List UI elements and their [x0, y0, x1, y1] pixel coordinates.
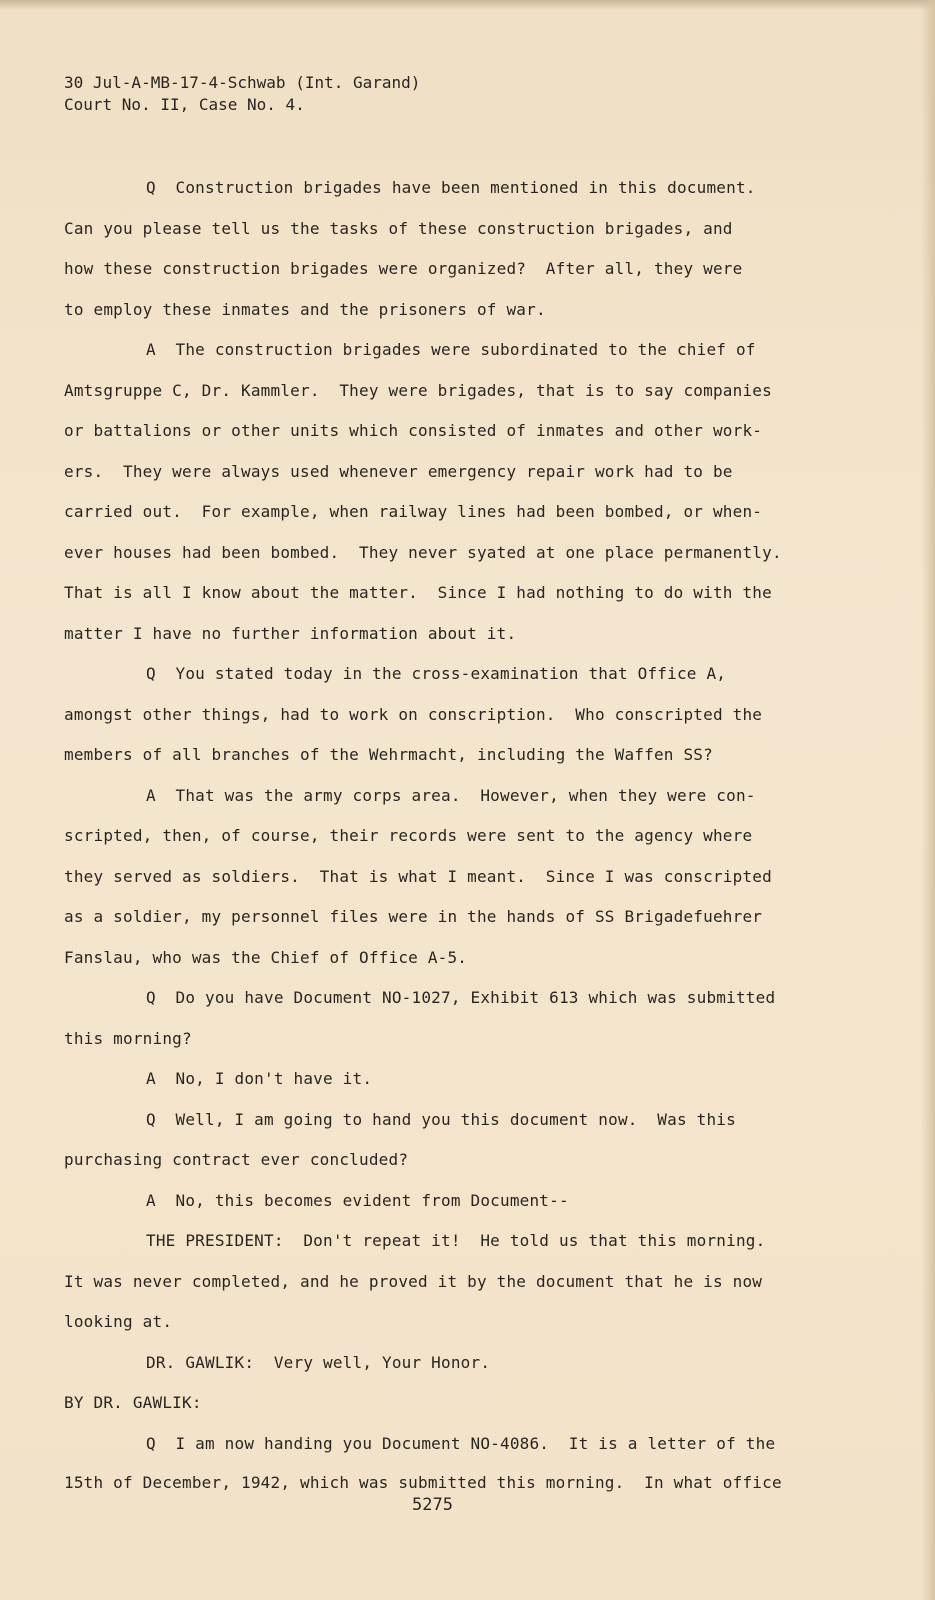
transcript-line: A No, I don't have it. [146, 1069, 373, 1088]
transcript-line: ever houses had been bombed. They never syated at one place permanently. [64, 542, 782, 562]
transcript-line: A The construction brigades were subordinated to the chief of [146, 340, 756, 359]
transcript-line: Q I am now handing you Document NO-4086. It is a letter of the [146, 1433, 776, 1453]
transcript-line: or battalions or other units which consisted of inmates and other work- [64, 421, 763, 440]
transcript-line: matter I have no further information about it. [64, 623, 517, 643]
page-number: 5275 [412, 1495, 453, 1515]
transcript-line: purchasing contract ever concluded? [64, 1150, 409, 1169]
transcript-line: Q Construction brigades have been mentioned in this document. [146, 178, 756, 197]
transcript-line: ers. They were always used whenever emergency repair work had to be [64, 461, 733, 481]
transcript-line: Can you please tell us the tasks of these construction brigades, and [64, 218, 733, 238]
transcript-line: to employ these inmates and the prisoners of war. [64, 299, 546, 319]
transcript-line: DR. GAWLIK: Very well, Your Honor. [146, 1352, 491, 1372]
transcript-line: amongst other things, had to work on conscription. Who conscripted the [64, 704, 763, 724]
transcript-line: 15th of December, 1942, which was submitted this morning. In what office [64, 1473, 782, 1492]
page-edge-right [921, 0, 935, 1600]
transcript-line: Fanslau, who was the Chief of Office A-5. [64, 947, 468, 967]
transcript-line: Amtsgruppe C, Dr. Kammler. They were brigades, that is to say companies [64, 380, 772, 400]
transcript-line: they served as soldiers. That is what I meant. Since I was conscripted [64, 866, 772, 886]
transcript-line: A That was the army corps area. However, when they were con- [146, 785, 756, 805]
transcript-body [64, 168, 824, 1502]
document-header [64, 72, 420, 116]
transcript-line: this morning? [64, 1028, 192, 1048]
transcript-line: how these construction brigades were organized? After all, they were [64, 259, 743, 278]
transcript-line: looking at. [64, 1312, 173, 1331]
transcript-line: BY DR. GAWLIK: [64, 1393, 202, 1412]
transcript-line: as a soldier, my personnel files were in the hands of SS Brigadefuehrer [64, 907, 763, 926]
transcript-line: THE PRESIDENT: Don't repeat it! He told us that this morning. [146, 1231, 766, 1250]
transcript-line: members of all branches of the Wehrmacht, including the Waffen SS? [64, 745, 713, 764]
transcript-line: Q Do you have Document NO-1027, Exhibit 613 which was submitted [146, 988, 776, 1007]
transcript-line: Q You stated today in the cross-examination that Office A, [146, 664, 727, 683]
transcript-line: Q Well, I am going to hand you this document now. Was this [146, 1109, 736, 1129]
transcript-line: scripted, then, of course, their records were sent to the agency where [64, 826, 753, 845]
transcript-line: It was never completed, and he proved it by the document that he is now [64, 1271, 763, 1291]
transcript-line: A No, this becomes evident from Document-- [146, 1190, 569, 1210]
header-court-case: Court No. II, Case No. 4. [64, 95, 305, 114]
transcript-line: carried out. For example, when railway lines had been bombed, or when- [64, 502, 763, 521]
header-case-reference: 30 Jul-A-MB-17-4-Schwab (Int. Garand) [64, 73, 421, 92]
transcript-line: That is all I know about the matter. Since I had nothing to do with the [64, 583, 772, 602]
page-edge-top [0, 0, 935, 10]
